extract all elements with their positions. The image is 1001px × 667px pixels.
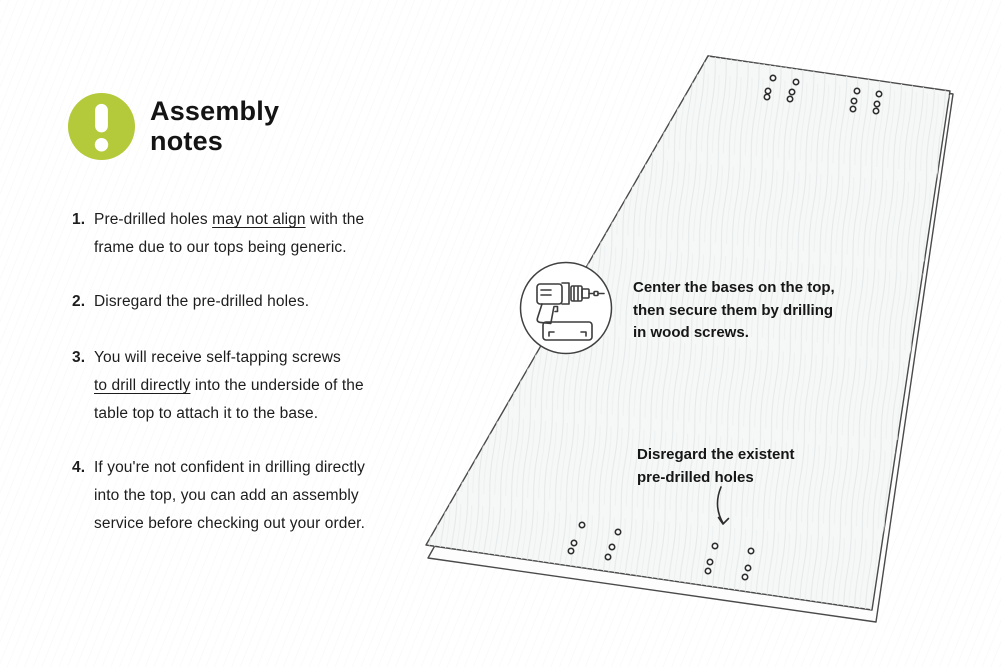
pre-drilled-hole	[874, 101, 879, 106]
pre-drilled-hole	[579, 522, 584, 527]
page-title	[150, 96, 279, 156]
pre-drilled-hole	[745, 565, 750, 570]
note-number: 3.	[72, 349, 86, 366]
note-number: 4.	[72, 459, 86, 476]
pre-drilled-hole	[615, 529, 620, 534]
pre-drilled-hole	[609, 544, 614, 549]
note-number: 2.	[72, 293, 86, 310]
pre-drilled-hole	[742, 574, 747, 579]
pre-drilled-hole	[850, 106, 855, 111]
page-title-line1: Assembly	[150, 96, 280, 126]
page-title-line2: notes	[150, 126, 224, 156]
note-text: If you're not confident in drilling directly into the top, you can add an assembly service before checking out your order.	[94, 459, 365, 532]
note-text: Disregard the pre-drilled holes.	[94, 293, 310, 310]
pre-drilled-hole	[876, 91, 881, 96]
note-number: 1.	[72, 211, 86, 228]
pre-drilled-hole	[789, 89, 794, 94]
holes-annotation: Disregard the existent pre-drilled holes	[637, 446, 795, 486]
pre-drilled-hole	[854, 88, 859, 93]
pre-drilled-hole	[793, 79, 798, 84]
pre-drilled-hole	[765, 88, 770, 93]
pre-drilled-hole	[568, 548, 573, 553]
pre-drilled-hole	[764, 94, 769, 99]
pre-drilled-hole	[707, 559, 712, 564]
assembly-note-2	[72, 288, 309, 316]
note-text: Pre-drilled holes may not align with the frame due to our tops being generic.	[94, 211, 365, 256]
pre-drilled-hole	[748, 548, 753, 553]
pre-drilled-hole	[705, 568, 710, 573]
exclamation-icon	[67, 92, 136, 161]
assembly-note-1	[72, 206, 364, 262]
pre-drilled-hole	[571, 540, 576, 545]
pre-drilled-hole	[787, 96, 792, 101]
assembly-note-4	[72, 454, 365, 538]
note-text: You will receive self-tapping screws to drill directly into the underside of the table top to attach it to the base.	[94, 349, 364, 422]
pre-drilled-hole	[605, 554, 610, 559]
drill-icon	[521, 263, 612, 354]
pre-drilled-hole	[770, 75, 775, 80]
pre-drilled-hole	[873, 108, 878, 113]
assembly-note-3	[72, 344, 364, 428]
pre-drilled-hole	[712, 543, 717, 548]
drill-annotation: Center the bases on the top, then secure them by drilling in wood screws.	[633, 279, 835, 341]
pre-drilled-hole	[851, 98, 856, 103]
